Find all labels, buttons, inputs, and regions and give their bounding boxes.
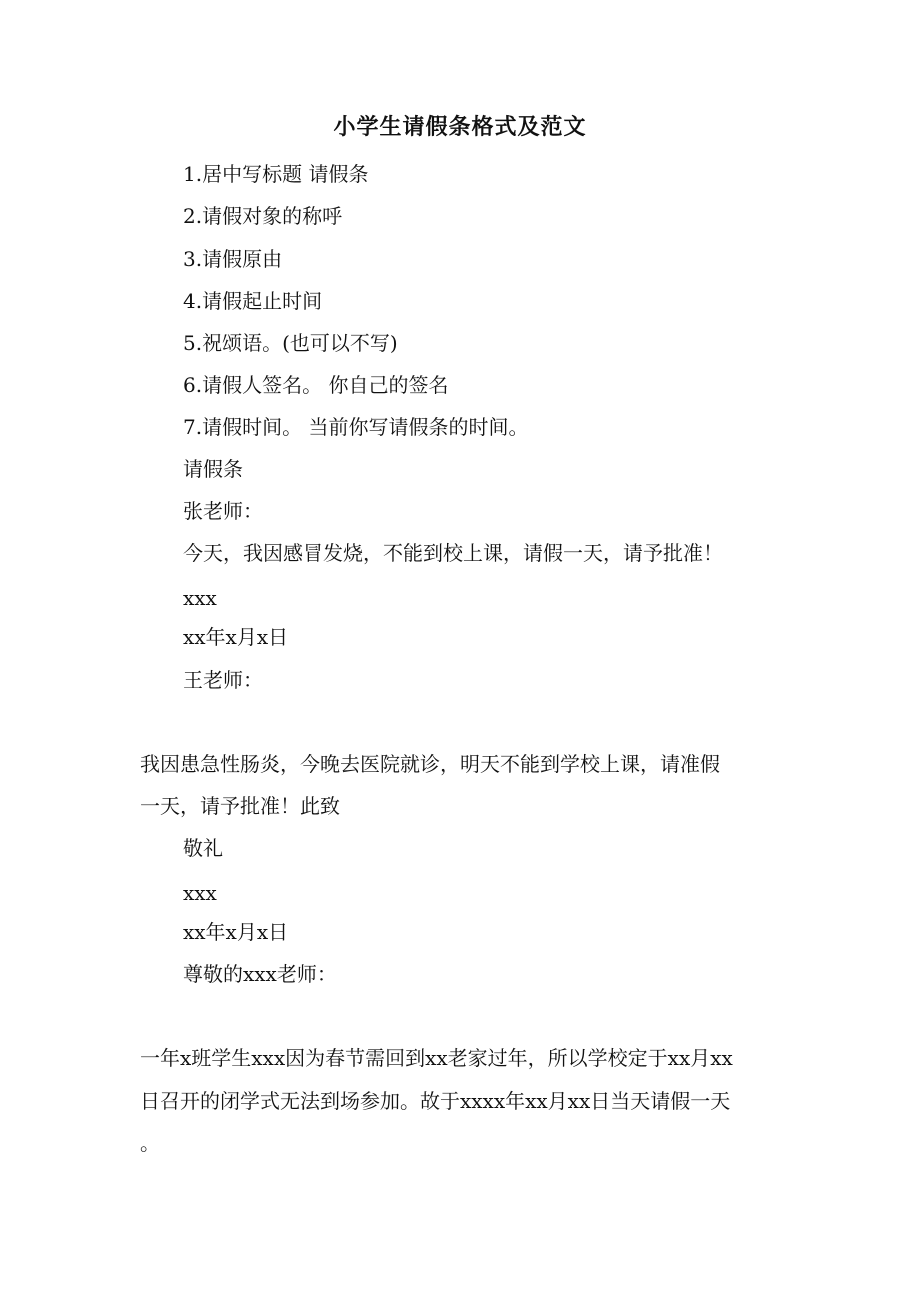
format-item-6: 6.请假人签名。 你自己的签名 [183, 373, 449, 397]
example2-salutation: 王老师： [183, 668, 263, 692]
example1-signature: xxx [183, 586, 217, 610]
format-item-7: 7.请假时间。 当前你写请假条的时间。 [183, 415, 529, 439]
example3-body-line2: 日召开的闭学式无法到场参加。故于xxxx年xx月xx日当天请假一天 [140, 1089, 731, 1113]
format-item-3: 3.请假原由 [183, 247, 283, 271]
example1-body: 今天，我因感冒发烧，不能到校上课，请假一天，请予批准！ [183, 541, 723, 565]
example1-salutation: 张老师： [183, 499, 263, 523]
example1-date: xx年x月x日 [183, 625, 289, 649]
document-title: 小学生请假条格式及范文 [333, 114, 587, 140]
example2-body-line2: 一天，请予批准！此致 [140, 794, 340, 818]
example2-date: xx年x月x日 [183, 920, 289, 944]
format-item-1: 1.居中写标题 请假条 [183, 162, 369, 186]
example2-signature: xxx [183, 881, 217, 905]
format-item-2: 2.请假对象的称呼 [183, 204, 343, 228]
example3-body-line1: 一年x班学生xxx因为春节需回到xx老家过年，所以学校定于xx月xx [140, 1046, 733, 1070]
example3-salutation: 尊敬的xxx老师： [183, 962, 337, 986]
format-item-5: 5.祝颂语。(也可以不写) [183, 331, 398, 355]
example1-heading: 请假条 [183, 457, 243, 481]
format-item-4: 4.请假起止时间 [183, 289, 323, 313]
example2-closing: 敬礼 [183, 836, 223, 860]
example3-body-line3: 。 [140, 1131, 160, 1155]
example2-body-line1: 我因患急性肠炎，今晚去医院就诊，明天不能到学校上课，请准假 [140, 752, 720, 776]
